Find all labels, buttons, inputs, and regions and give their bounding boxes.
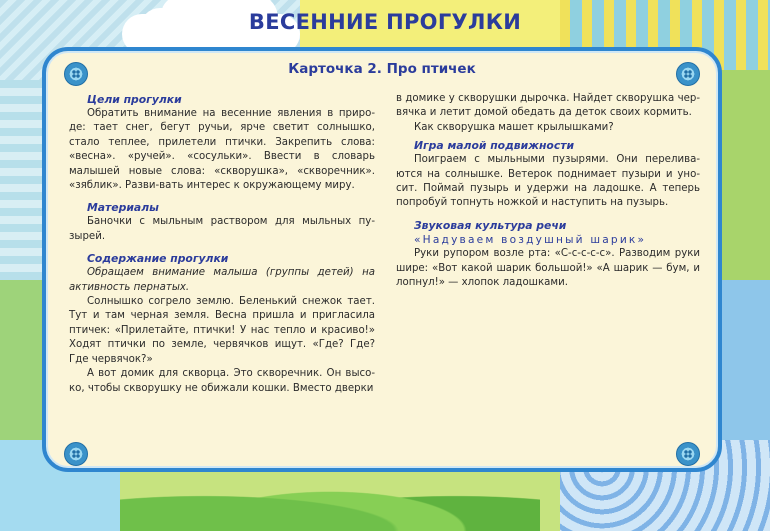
materials-heading: Материалы bbox=[87, 201, 159, 215]
question-text: Как скворушка машет крылышками? bbox=[414, 121, 614, 133]
speech-text: Руки рупором возле рта: «С-с-с-с-с». Разводим руки шире: «Вот какой шарик большой!» «А шарик — бум, и лопнул!» — хлопок ладошками. bbox=[396, 248, 700, 289]
card-title: Карточка 2. Про птичек bbox=[288, 61, 476, 77]
button-icon bbox=[676, 442, 700, 466]
right-column bbox=[396, 92, 700, 290]
page-title: ВЕСЕННИЕ ПРОГУЛКИ bbox=[248, 10, 522, 34]
goals-text: Обратить внимание на весенние явления в приро-де: тает снег, бегут ручьи, ярче светит солнышко, стало теплее, прилетели птички. Закрепить слова: «весна». «ручей». «сосульки». Ввести в словарь малышей новые слова: «скворушка», «скворечник». «зяблик». Разви-вать интерес к окружающему миру. bbox=[69, 108, 375, 192]
materials-text: Баночки с мыльным раствором для мыльных пу-зырей. bbox=[69, 216, 375, 242]
left-column bbox=[69, 89, 375, 396]
speech-exercise-title: «Надуваем воздушный шарик» bbox=[414, 233, 647, 246]
continuation-text: в домике у скворушки дырочка. Найдет скворушка чер-вячка и летит домой обедать да деток своих кормить. bbox=[396, 93, 700, 119]
content-paragraph: А вот домик для скворца. Это скворечник. Он высо-ко, чтобы скворушку не обижали кошки. Вместо дверки bbox=[69, 368, 375, 394]
goals-heading: Цели прогулки bbox=[87, 93, 182, 106]
button-icon bbox=[64, 442, 88, 466]
game-text: Поиграем с мыльными пузырями. Они перелива-ются на солнышке. Ветерок поднимает пузыри и уно-сит. Поймай пузырь и удержи на ладошке. А теперь попробуй топнуть ножкой и наступить на пузырь. bbox=[396, 154, 700, 209]
content-heading: Содержание прогулки bbox=[87, 252, 229, 266]
speech-heading: Звуковая культура речи bbox=[414, 218, 567, 232]
content-paragraph: Солнышко согрело землю. Беленький снежок тает. Тут и там черная земля. Весна пришла и пригласила птичек: «Прилетайте, птички! У нас тепло и красиво!» Ходят птички по земле, червячков ищут. «Где? Где? Где червячок?» bbox=[69, 296, 375, 365]
content-intro: Обращаем внимание малыша (группы детей) на активность пернатых. bbox=[69, 267, 375, 293]
game-heading: Игра малой подвижности bbox=[414, 139, 575, 153]
trees-decoration bbox=[120, 470, 540, 531]
